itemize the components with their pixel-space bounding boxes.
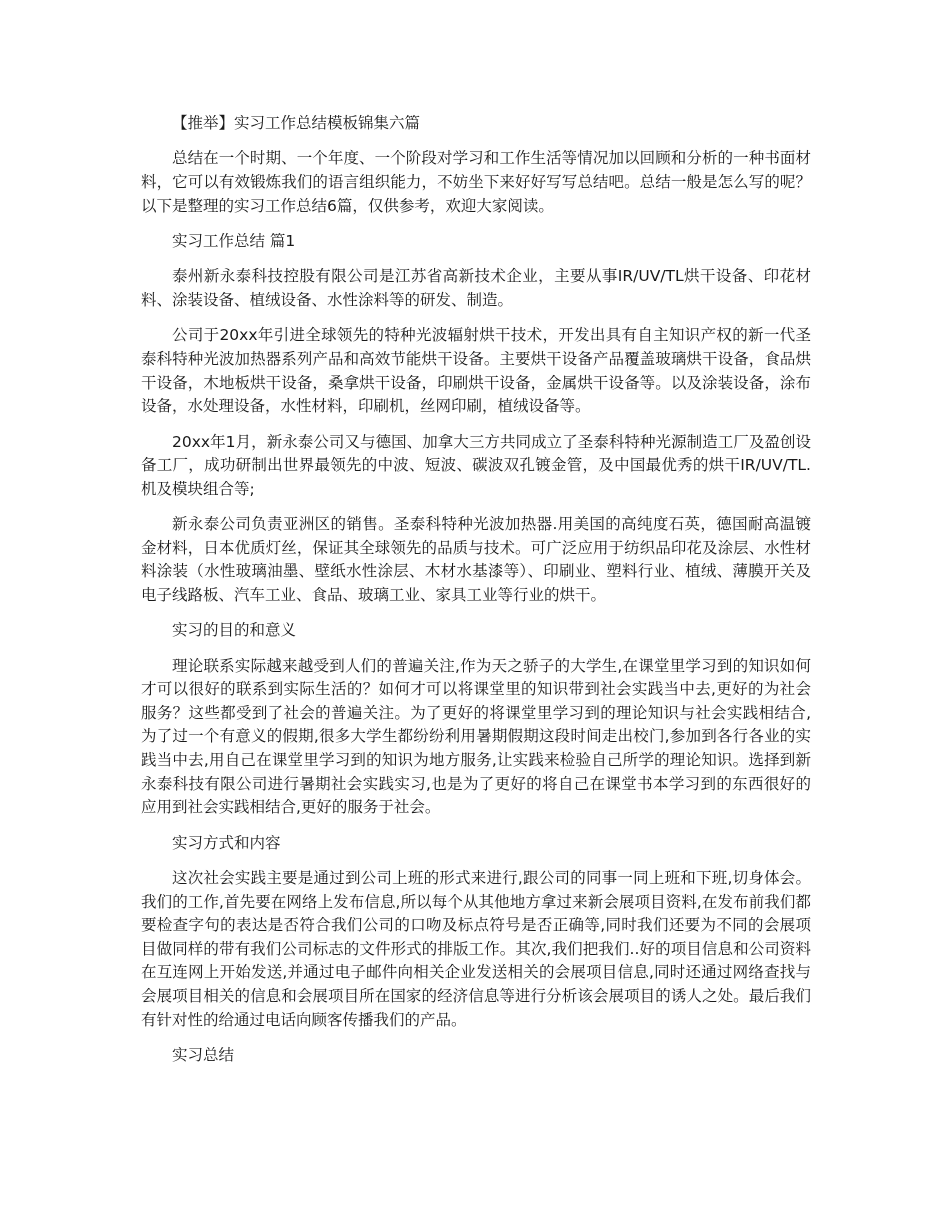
document-title: 【推举】实习工作总结模板锦集六篇 — [172, 114, 421, 132]
body-paragraph: 这次社会实践主要是通过到公司上班的形式来进行,跟公司的同事一同上班和下班,切身体会。我们的工作,首先要在网络上发布信息,所以每个从其他地方拿过来新会展项目资料,在发布前我们都要检查字句的表达是否符合我们公司的口吻及标点符号是否正确等,同时我们还要为不同的会展项目做同样的带有我们公司标志的文件形式的排版工作。其次,我们把我们..好的项目信息和公司资料在互连网上开始发送,并通过电子邮件向相关企业发送相关的会展项目信息,同时还通过网络查找与会展项目相关的信息和会展项目所在国家的经济信息等进行分析该会展项目的诱人之处。最后我们有针对性的给通过电话向顾客传播我们的产品。 — [141, 869, 811, 1029]
document-page — [141, 112, 811, 1079]
body-paragraph: 公司于20xx年引进全球领先的特种光波辐射烘干技术，开发出具有自主知识产权的新一代圣泰科特种光波加热器系列产品和高效节能烘干设备。主要烘干设备产品覆盖玻璃烘干设备，食品烘干设备，木地板烘干设备，桑拿烘干设备，印刷烘干设备，金属烘干设备等。以及涂装设备，涂布设备，水处理设备，水性材料，印刷机，丝网印刷，植绒设备等。 — [141, 326, 811, 416]
section-heading: 实习方式和内容 — [172, 833, 281, 852]
section-heading: 实习的目的和意义 — [172, 621, 297, 640]
section-heading: 实习工作总结 篇1 — [172, 231, 296, 250]
intro-paragraph: 总结在一个时期、一个年度、一个阶段对学习和工作生活等情况加以回顾和分析的一种书面材料，它可以有效锻炼我们的语言组织能力，不妨坐下来好好写写总结吧。总结一般是怎么写的呢？以下是整理的实习工作总结6篇，仅供参考，欢迎大家阅读。 — [141, 149, 811, 215]
body-paragraph: 理论联系实际越来越受到人们的普遍关注,作为天之骄子的大学生,在课堂里学习到的知识如何才可以很好的联系到实际生活的？如何才可以将课堂里的知识带到社会实践当中去,更好的为社会服务？这些都受到了社会的普遍关注。为了更好的将课堂里学习到的理论知识与社会实践相结合,为了过一个有意义的假期,很多大学生都纷纷利用暑期假期这段时间走出校门,参加到各行各业的实践当中去,用自己在课堂里学习到的知识为地方服务,让实践来检验自己所学的理论知识。选择到新永泰科技有限公司进行暑期社会实践实习,也是为了更好的将自己在课堂书本学习到的东西很好的应用到社会实践相结合,更好的服务于社会。 — [141, 656, 811, 817]
section-heading: 实习总结 — [172, 1045, 235, 1064]
body-paragraph: 20xx年1月，新永泰公司又与德国、加拿大三方共同成立了圣泰科特种光源制造工厂及盈创设备工厂，成功研制出世界最领先的中波、短波、碳波双孔镀金管，及中国最优秀的烘干IR/UV/TL.机及模块组合等; — [141, 432, 811, 498]
body-paragraph: 泰州新永泰科技控股有限公司是江苏省高新技术企业，主要从事IR/UV/TL烘干设备、印花材料、涂装设备、植绒设备、水性涂料等的研发、制造。 — [141, 267, 811, 309]
body-paragraph: 新永泰公司负责亚洲区的销售。圣泰科特种光波加热器.用美国的高纯度石英，德国耐高温镀金材料，日本优质灯丝，保证其全球领先的品质与技术。可广泛应用于纺织品印花及涂层、水性材料涂装（水性玻璃油墨、壁纸水性涂层、木材水基漆等）、印刷业、塑料行业、植绒、薄膜开关及电子线路板、汽车工业、食品、玻璃工业、家具工业等行业的烘干。 — [141, 515, 811, 604]
